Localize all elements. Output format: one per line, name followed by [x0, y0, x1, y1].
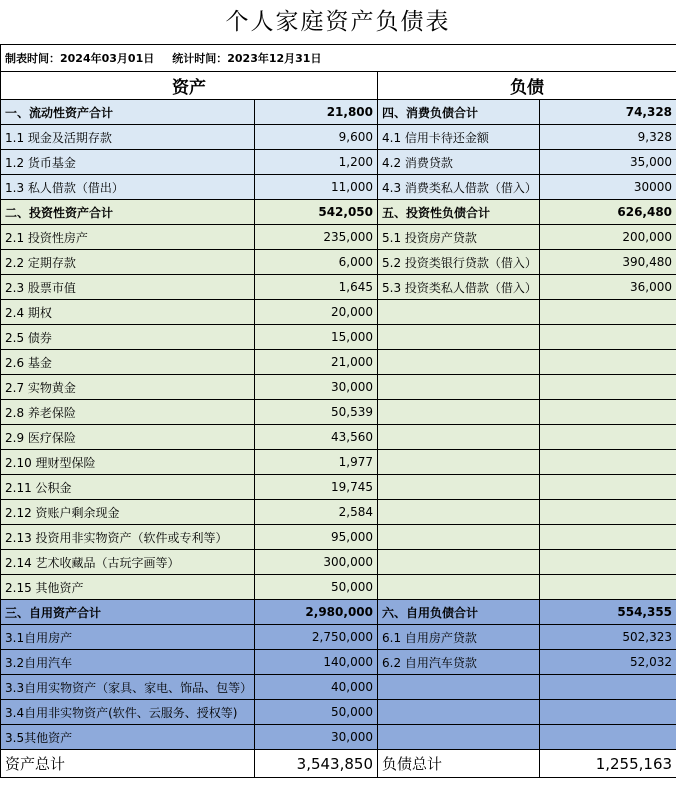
- liability-label-cell: 四、消费负债合计: [378, 100, 540, 125]
- table-row: [1, 700, 676, 725]
- liability-label-cell: [378, 375, 540, 400]
- meta-row: [1, 45, 676, 72]
- asset-label-cell: 2.1 投资性房产: [1, 225, 255, 250]
- stat-date-value: 2023年12月31日: [227, 52, 322, 65]
- liability-value-cell: [540, 575, 676, 600]
- liability-label-cell: 五、投资性负债合计: [378, 200, 540, 225]
- liability-value-cell: [540, 425, 676, 450]
- asset-value-cell: 6,000: [255, 250, 378, 275]
- asset-label-cell: 2.7 实物黄金: [1, 375, 255, 400]
- liabilities-total-value: 1,255,163: [540, 750, 676, 778]
- liability-label-cell: [378, 450, 540, 475]
- asset-label-cell: 1.2 货币基金: [1, 150, 255, 175]
- liability-value-cell: [540, 300, 676, 325]
- liability-value-cell: [540, 400, 676, 425]
- liability-label-cell: 5.2 投资类银行贷款（借入）: [378, 250, 540, 275]
- asset-value-cell: 140,000: [255, 650, 378, 675]
- liability-value-cell: [540, 325, 676, 350]
- liability-label-cell: 6.2 自用汽车贷款: [378, 650, 540, 675]
- asset-value-cell: 50,000: [255, 575, 378, 600]
- table-row: [1, 225, 676, 250]
- table-row: [1, 425, 676, 450]
- asset-label-cell: 一、流动性资产合计: [1, 100, 255, 125]
- asset-value-cell: 542,050: [255, 200, 378, 225]
- assets-total-value: 3,543,850: [255, 750, 378, 778]
- table-row: [1, 400, 676, 425]
- asset-value-cell: 19,745: [255, 475, 378, 500]
- liability-value-cell: [540, 475, 676, 500]
- header-row: [1, 72, 676, 100]
- asset-value-cell: 20,000: [255, 300, 378, 325]
- liability-label-cell: [378, 700, 540, 725]
- liability-label-cell: [378, 325, 540, 350]
- liability-label-cell: 4.1 信用卡待还金额: [378, 125, 540, 150]
- asset-label-cell: 2.12 资账户剩余现金: [1, 500, 255, 525]
- liability-value-cell: 9,328: [540, 125, 676, 150]
- liability-value-cell: 74,328: [540, 100, 676, 125]
- table-row: [1, 300, 676, 325]
- table-row: [1, 375, 676, 400]
- asset-label-cell: 2.5 债券: [1, 325, 255, 350]
- table-row: [1, 600, 676, 625]
- liability-value-cell: [540, 450, 676, 475]
- asset-label-cell: 3.3自用实物资产（家具、家电、饰品、包等）: [1, 675, 255, 700]
- liability-label-cell: 6.1 自用房产贷款: [378, 625, 540, 650]
- liability-value-cell: [540, 675, 676, 700]
- asset-value-cell: 235,000: [255, 225, 378, 250]
- asset-label-cell: 2.11 公积金: [1, 475, 255, 500]
- table-row: [1, 550, 676, 575]
- liability-label-cell: [378, 675, 540, 700]
- liability-label-cell: [378, 350, 540, 375]
- liability-value-cell: 554,355: [540, 600, 676, 625]
- made-date-value: 2024年03月01日: [60, 52, 155, 65]
- asset-value-cell: 50,539: [255, 400, 378, 425]
- asset-label-cell: 2.8 养老保险: [1, 400, 255, 425]
- table-row: [1, 725, 676, 750]
- table-row: [1, 575, 676, 600]
- table-row: [1, 125, 676, 150]
- table-row: [1, 350, 676, 375]
- asset-value-cell: 300,000: [255, 550, 378, 575]
- liability-label-cell: [378, 400, 540, 425]
- made-date-label: 制表时间：: [5, 52, 60, 65]
- asset-label-cell: 2.9 医疗保险: [1, 425, 255, 450]
- asset-value-cell: 11,000: [255, 175, 378, 200]
- liability-value-cell: [540, 500, 676, 525]
- table-row: [1, 675, 676, 700]
- table-row: [1, 150, 676, 175]
- table-row: [1, 200, 676, 225]
- asset-label-cell: 3.2自用汽车: [1, 650, 255, 675]
- asset-value-cell: 15,000: [255, 325, 378, 350]
- asset-value-cell: 1,200: [255, 150, 378, 175]
- liability-value-cell: 502,323: [540, 625, 676, 650]
- liabilities-total-label: 负债总计: [378, 750, 540, 778]
- liability-value-cell: 626,480: [540, 200, 676, 225]
- meta-cell: [1, 45, 676, 72]
- asset-label-cell: 三、自用资产合计: [1, 600, 255, 625]
- asset-label-cell: 3.5其他资产: [1, 725, 255, 750]
- asset-value-cell: 21,000: [255, 350, 378, 375]
- liability-label-cell: [378, 475, 540, 500]
- table-row: [1, 250, 676, 275]
- liability-value-cell: [540, 725, 676, 750]
- asset-value-cell: 9,600: [255, 125, 378, 150]
- table-row: [1, 475, 676, 500]
- liability-label-cell: [378, 725, 540, 750]
- liability-label-cell: 5.1 投资房产贷款: [378, 225, 540, 250]
- asset-value-cell: 30,000: [255, 375, 378, 400]
- liabilities-header: 负债: [378, 72, 676, 100]
- table-row: [1, 100, 676, 125]
- table-row: [1, 625, 676, 650]
- asset-label-cell: 3.4自用非实物资产(软件、云服务、授权等): [1, 700, 255, 725]
- liability-value-cell: [540, 350, 676, 375]
- liability-label-cell: 4.2 消费贷款: [378, 150, 540, 175]
- table-row: [1, 175, 676, 200]
- liability-label-cell: [378, 525, 540, 550]
- asset-label-cell: 2.10 理财型保险: [1, 450, 255, 475]
- liability-label-cell: [378, 550, 540, 575]
- asset-value-cell: 1,645: [255, 275, 378, 300]
- page-title: 个人家庭资产负债表: [225, 9, 451, 35]
- asset-label-cell: 2.6 基金: [1, 350, 255, 375]
- liability-value-cell: 200,000: [540, 225, 676, 250]
- liability-value-cell: 35,000: [540, 150, 676, 175]
- totals-row: [1, 750, 676, 778]
- liability-value-cell: [540, 525, 676, 550]
- asset-label-cell: 1.1 现金及活期存款: [1, 125, 255, 150]
- table-row: [1, 650, 676, 675]
- asset-value-cell: 50,000: [255, 700, 378, 725]
- assets-total-label: 资产总计: [1, 750, 255, 778]
- asset-label-cell: 3.1自用房产: [1, 625, 255, 650]
- asset-label-cell: 2.13 投资用非实物资产（软件或专利等）: [1, 525, 255, 550]
- asset-label-cell: 1.3 私人借款（借出）: [1, 175, 255, 200]
- asset-value-cell: 2,750,000: [255, 625, 378, 650]
- liability-label-cell: [378, 425, 540, 450]
- assets-header: 资产: [1, 72, 378, 100]
- asset-label-cell: 2.14 艺术收藏品（古玩字画等）: [1, 550, 255, 575]
- asset-label-cell: 2.3 股票市值: [1, 275, 255, 300]
- table-row: [1, 325, 676, 350]
- table-row: [1, 450, 676, 475]
- liability-value-cell: 30000: [540, 175, 676, 200]
- liability-value-cell: [540, 550, 676, 575]
- asset-value-cell: 2,584: [255, 500, 378, 525]
- asset-label-cell: 2.4 期权: [1, 300, 255, 325]
- liability-value-cell: 52,032: [540, 650, 676, 675]
- liability-label-cell: [378, 300, 540, 325]
- liability-label-cell: [378, 500, 540, 525]
- stat-date-label: 统计时间：: [172, 52, 228, 65]
- asset-value-cell: 43,560: [255, 425, 378, 450]
- liability-value-cell: [540, 700, 676, 725]
- table-row: [1, 500, 676, 525]
- asset-value-cell: 30,000: [255, 725, 378, 750]
- liability-label-cell: 4.3 消费类私人借款（借入）: [378, 175, 540, 200]
- liability-label-cell: 5.3 投资类私人借款（借入）: [378, 275, 540, 300]
- liability-label-cell: 六、自用负债合计: [378, 600, 540, 625]
- liability-value-cell: [540, 375, 676, 400]
- asset-label-cell: 2.15 其他资产: [1, 575, 255, 600]
- asset-value-cell: 1,977: [255, 450, 378, 475]
- balance-sheet-table: [0, 44, 676, 778]
- liability-value-cell: 390,480: [540, 250, 676, 275]
- liability-label-cell: [378, 575, 540, 600]
- asset-value-cell: 40,000: [255, 675, 378, 700]
- liability-value-cell: 36,000: [540, 275, 676, 300]
- asset-value-cell: 21,800: [255, 100, 378, 125]
- asset-label-cell: 二、投资性资产合计: [1, 200, 255, 225]
- asset-label-cell: 2.2 定期存款: [1, 250, 255, 275]
- table-row: [1, 275, 676, 300]
- asset-value-cell: 2,980,000: [255, 600, 378, 625]
- asset-value-cell: 95,000: [255, 525, 378, 550]
- table-row: [1, 525, 676, 550]
